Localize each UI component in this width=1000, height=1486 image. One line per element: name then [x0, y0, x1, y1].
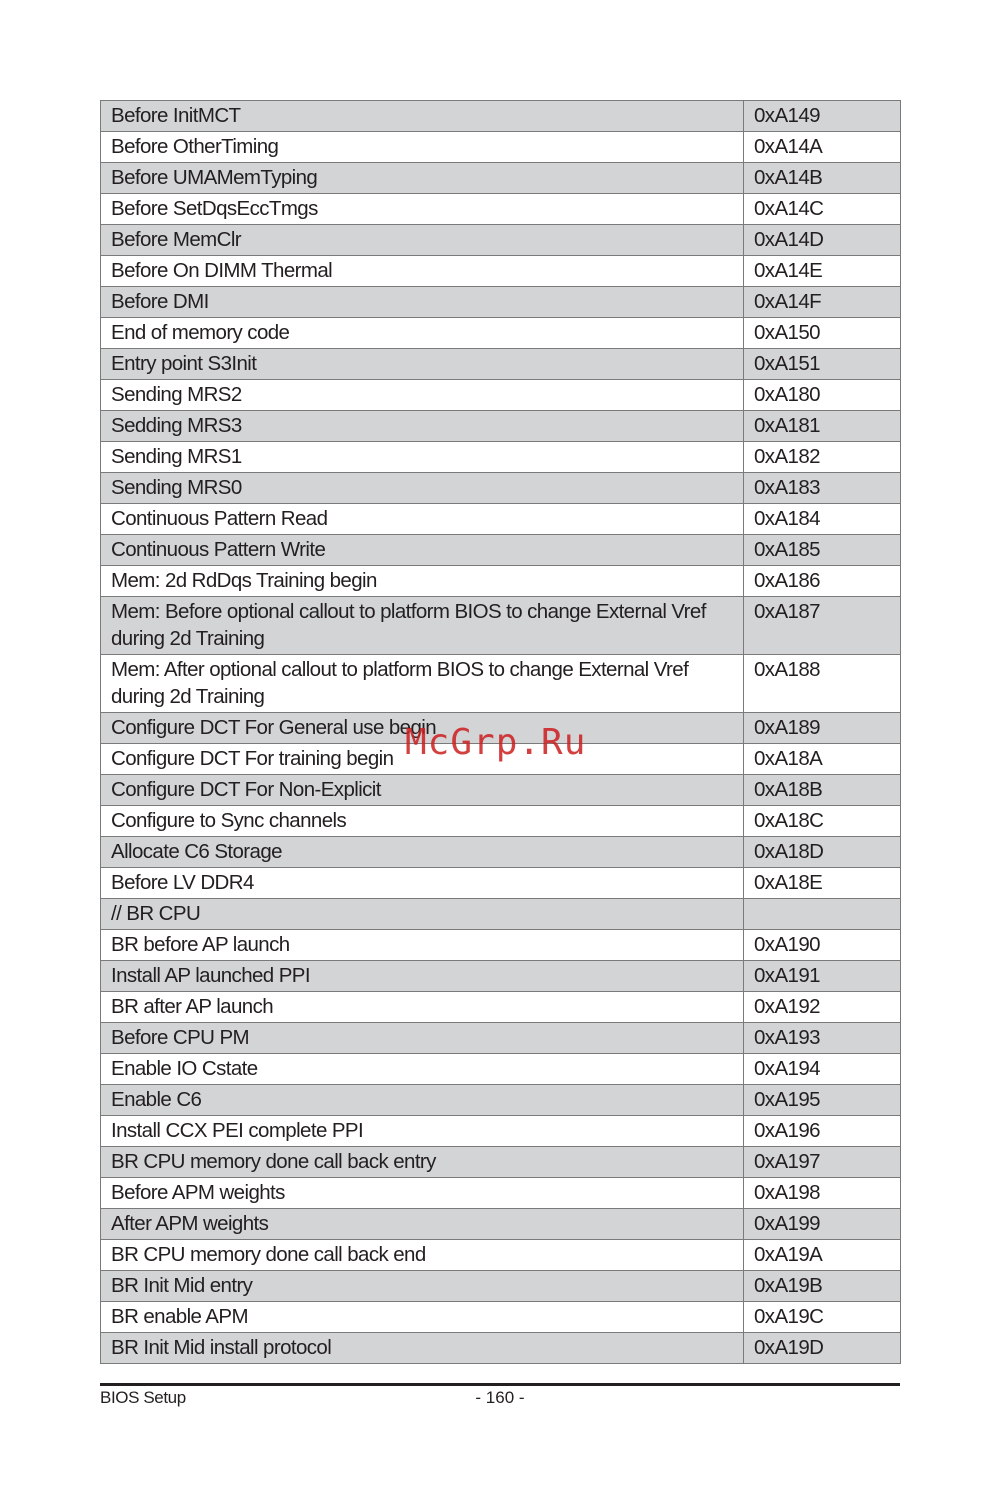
- table-cell-code: 0xA14E: [744, 256, 901, 287]
- table-cell-code: 0xA14D: [744, 225, 901, 256]
- table-row: [101, 806, 901, 837]
- table-cell-description: End of memory code: [101, 318, 744, 349]
- table-cell-code: 0xA196: [744, 1116, 901, 1147]
- table-row: [101, 566, 901, 597]
- table-cell-code: 0xA193: [744, 1023, 901, 1054]
- table-cell-code: 0xA150: [744, 318, 901, 349]
- table-cell-description: Mem: After optional callout to platform BIOS to change External Vref during 2d Training: [101, 655, 744, 713]
- table-cell-code: 0xA182: [744, 442, 901, 473]
- table-row: [101, 442, 901, 473]
- table-row: [101, 868, 901, 899]
- table-row: [101, 1023, 901, 1054]
- table-row: [101, 225, 901, 256]
- table-cell-code: 0xA19D: [744, 1333, 901, 1364]
- table-cell-description: Enable C6: [101, 1085, 744, 1116]
- footer-section-title: BIOS Setup: [100, 1388, 186, 1407]
- table-row: [101, 380, 901, 411]
- table-cell-code: 0xA192: [744, 992, 901, 1023]
- table-row: [101, 1147, 901, 1178]
- watermark: McGrp.Ru: [405, 722, 587, 763]
- table-row: [101, 535, 901, 566]
- table-cell-code: 0xA197: [744, 1147, 901, 1178]
- table-cell-code: 0xA185: [744, 535, 901, 566]
- table-row: [101, 992, 901, 1023]
- table-cell-code: 0xA181: [744, 411, 901, 442]
- table-cell-code: 0xA189: [744, 713, 901, 744]
- table-cell-description: Before UMAMemTyping: [101, 163, 744, 194]
- table-cell-code: 0xA14B: [744, 163, 901, 194]
- table-cell-description: BR before AP launch: [101, 930, 744, 961]
- table-row: [101, 287, 901, 318]
- table-cell-description: Configure to Sync channels: [101, 806, 744, 837]
- table-cell-code: 0xA18D: [744, 837, 901, 868]
- table-cell-description: Sending MRS2: [101, 380, 744, 411]
- table-cell-description: After APM weights: [101, 1209, 744, 1240]
- table-cell-description: Configure DCT For General use begin: [101, 713, 744, 744]
- page-number: - 160 -: [475, 1388, 525, 1407]
- table-cell-description: Before DMI: [101, 287, 744, 318]
- table-cell-code: 0xA191: [744, 961, 901, 992]
- table-row: [101, 473, 901, 504]
- table-row: [101, 163, 901, 194]
- table-row: [101, 318, 901, 349]
- table-cell-code: 0xA18E: [744, 868, 901, 899]
- table-cell-description: Sedding MRS3: [101, 411, 744, 442]
- table-cell-code: 0xA187: [744, 597, 901, 655]
- table-cell-code: [744, 899, 901, 930]
- table-row: [101, 194, 901, 225]
- table-row: [101, 1178, 901, 1209]
- table-cell-description: Configure DCT For Non-Explicit: [101, 775, 744, 806]
- table-cell-code: 0xA186: [744, 566, 901, 597]
- table-cell-description: Mem: 2d RdDqs Training begin: [101, 566, 744, 597]
- table-cell-code: 0xA198: [744, 1178, 901, 1209]
- table-cell-code: 0xA194: [744, 1054, 901, 1085]
- table-cell-code: 0xA19A: [744, 1240, 901, 1271]
- table-cell-code: 0xA14F: [744, 287, 901, 318]
- table-cell-description: Before CPU PM: [101, 1023, 744, 1054]
- table-cell-description: Enable IO Cstate: [101, 1054, 744, 1085]
- table-row: [101, 1271, 901, 1302]
- table-cell-description: Before MemClr: [101, 225, 744, 256]
- table-cell-description: BR after AP launch: [101, 992, 744, 1023]
- table-row: [101, 349, 901, 380]
- table-row: [101, 1116, 901, 1147]
- table-cell-description: BR Init Mid install protocol: [101, 1333, 744, 1364]
- table-row: [101, 775, 901, 806]
- table-row: [101, 101, 901, 132]
- table-row: [101, 899, 901, 930]
- table-cell-description: Continuous Pattern Write: [101, 535, 744, 566]
- table-cell-code: 0xA199: [744, 1209, 901, 1240]
- table-cell-code: 0xA14C: [744, 194, 901, 225]
- table-cell-description: BR enable APM: [101, 1302, 744, 1333]
- table-row: [101, 504, 901, 535]
- table-cell-description: Sending MRS1: [101, 442, 744, 473]
- table-row: [101, 837, 901, 868]
- table-cell-description: Before SetDqsEccTmgs: [101, 194, 744, 225]
- table-row: [101, 930, 901, 961]
- table-row: [101, 1333, 901, 1364]
- table-row: [101, 132, 901, 163]
- table-cell-description: Before LV DDR4: [101, 868, 744, 899]
- table-cell-description: Before OtherTiming: [101, 132, 744, 163]
- table-cell-description: Continuous Pattern Read: [101, 504, 744, 535]
- table-row: [101, 597, 901, 655]
- table-row: [101, 655, 901, 713]
- table-cell-code: 0xA188: [744, 655, 901, 713]
- table-cell-description: BR CPU memory done call back end: [101, 1240, 744, 1271]
- table-cell-description: Allocate C6 Storage: [101, 837, 744, 868]
- table-cell-code: 0xA19B: [744, 1271, 901, 1302]
- table-row: [101, 961, 901, 992]
- table-row: [101, 256, 901, 287]
- table-cell-description: Before On DIMM Thermal: [101, 256, 744, 287]
- table-cell-description: Sending MRS0: [101, 473, 744, 504]
- table-cell-description: Mem: Before optional callout to platform BIOS to change External Vref during 2d Training: [101, 597, 744, 655]
- table-row: [101, 1240, 901, 1271]
- table-cell-description: BR CPU memory done call back entry: [101, 1147, 744, 1178]
- table-row: [101, 1085, 901, 1116]
- table-cell-code: 0xA18B: [744, 775, 901, 806]
- table-cell-code: 0xA190: [744, 930, 901, 961]
- table-row: [101, 1302, 901, 1333]
- table-row: [101, 411, 901, 442]
- table-cell-code: 0xA19C: [744, 1302, 901, 1333]
- table-row: [101, 1209, 901, 1240]
- table-cell-code: 0xA18A: [744, 744, 901, 775]
- table-cell-code: 0xA14A: [744, 132, 901, 163]
- table-cell-description: // BR CPU: [101, 899, 744, 930]
- table-cell-code: 0xA149: [744, 101, 901, 132]
- table-cell-description: Entry point S3Init: [101, 349, 744, 380]
- table-cell-description: Configure DCT For training begin: [101, 744, 744, 775]
- table-cell-code: 0xA18C: [744, 806, 901, 837]
- table-cell-description: Before InitMCT: [101, 101, 744, 132]
- table-cell-code: 0xA183: [744, 473, 901, 504]
- table-row: [101, 1054, 901, 1085]
- table-cell-description: Install AP launched PPI: [101, 961, 744, 992]
- table-cell-code: 0xA151: [744, 349, 901, 380]
- table-cell-description: BR Init Mid entry: [101, 1271, 744, 1302]
- table-cell-code: 0xA180: [744, 380, 901, 411]
- footer-divider: [100, 1383, 900, 1386]
- table-cell-description: Install CCX PEI complete PPI: [101, 1116, 744, 1147]
- table-cell-code: 0xA195: [744, 1085, 901, 1116]
- table-cell-description: Before APM weights: [101, 1178, 744, 1209]
- table-cell-code: 0xA184: [744, 504, 901, 535]
